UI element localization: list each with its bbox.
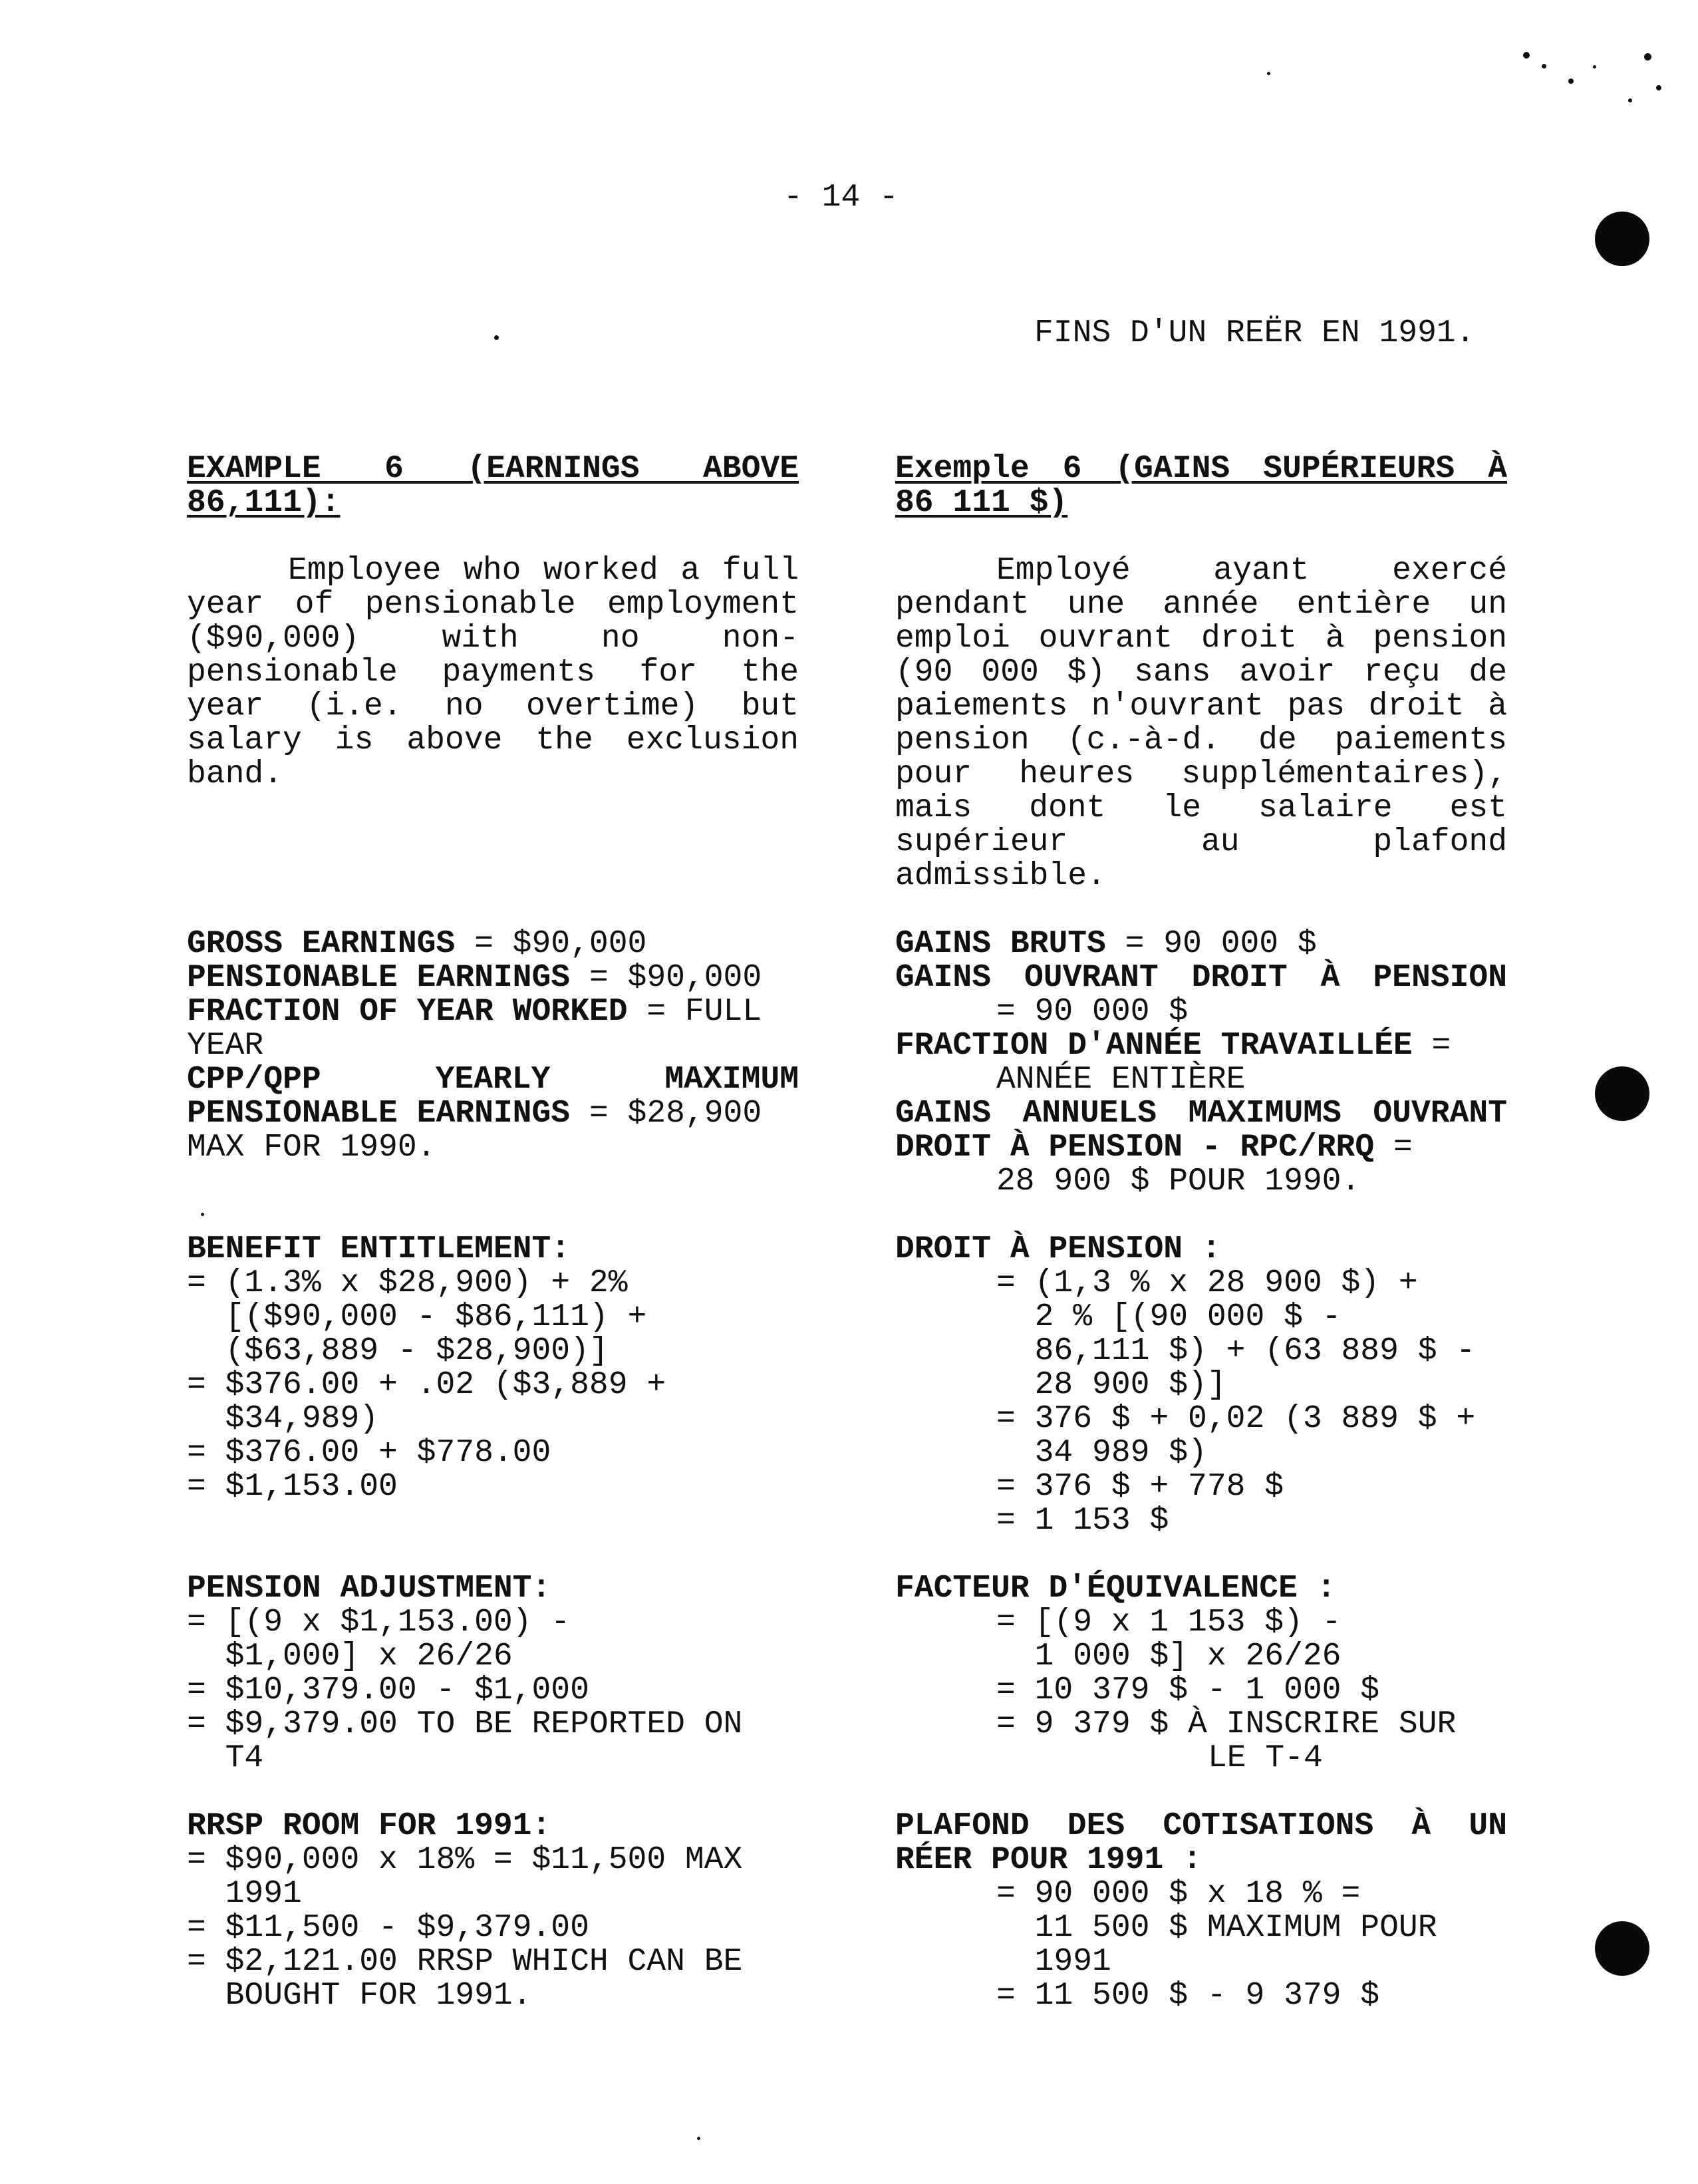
- benefit-heading: BENEFIT ENTITLEMENT:: [187, 1231, 571, 1267]
- rrsp-line: 11 500 $ MAXIMUM POUR: [996, 1910, 1437, 1946]
- gross-earnings: [187, 927, 799, 961]
- pa-line: = [(9 x $1,153.00) -: [187, 1605, 571, 1640]
- fraction-of-year-label: FRACTION OF YEAR WORKED: [187, 994, 628, 1030]
- intro-line: paiements n'ouvrant pas droit à: [895, 689, 1507, 724]
- pensionable-earnings-value: = $90,000: [570, 960, 762, 996]
- fraction-of-year: [187, 995, 799, 1029]
- pa-line: 1 000 $] x 26/26: [996, 1638, 1342, 1674]
- french-example-heading-cont: 86 111 $): [895, 485, 1068, 521]
- intro-line: ($90,000) with no non-: [187, 621, 799, 657]
- french-benefit-entitlement: [895, 1233, 1507, 1538]
- intro-line: pendant une année entière un: [895, 587, 1507, 623]
- scan-speck: [1656, 85, 1661, 90]
- benefit-line: ($63,889 - $28,900)]: [187, 1333, 609, 1369]
- intro-line: mais dont le salaire est: [895, 790, 1507, 826]
- rrsp-line: = $2,121.00 RRSP WHICH CAN BE: [187, 1944, 743, 1980]
- benefit-line: = (1.3% x $28,900) + 2%: [187, 1265, 628, 1301]
- cpp-maximum-label: GAINS ANNUELS MAXIMUMS OUVRANT: [895, 1096, 1507, 1132]
- pa-line: = 10 379 $ - 1 000 $: [996, 1672, 1380, 1708]
- rrsp-line: = 90 000 $ x 18 % =: [996, 1876, 1361, 1912]
- rrsp-line: BOUGHT FOR 1991.: [187, 1978, 532, 2014]
- gross-earnings-label: GAINS BRUTS: [895, 926, 1106, 962]
- intro-line: admissible.: [895, 858, 1106, 894]
- pensionable-earnings-label: GAINS OUVRANT DROIT À PENSION: [895, 960, 1507, 996]
- pa-line: = $9,379.00 TO BE REPORTED ON: [187, 1706, 743, 1742]
- english-rrsp-room: [187, 1809, 799, 2013]
- scan-speck: [1593, 65, 1596, 69]
- french-column: [895, 452, 1507, 2013]
- pa-line: $1,000] x 26/26: [187, 1638, 513, 1674]
- french-pension-adjustment: [895, 1572, 1507, 1776]
- benefit-line: $34,989): [187, 1401, 379, 1437]
- english-benefit-entitlement: [187, 1233, 799, 1504]
- english-pension-adjustment: [187, 1572, 799, 1776]
- fraction-of-year-label: FRACTION D'ANNÉE TRAVAILLÉE: [895, 1028, 1413, 1064]
- page-number: - 14 -: [783, 180, 899, 216]
- gross-earnings: [895, 927, 1507, 961]
- benefit-line: [($90,000 - $86,111) +: [187, 1299, 647, 1335]
- intro-line: supérieur au plafond: [895, 824, 1507, 860]
- rrsp-line: = 11 500 $ - 9 379 $: [996, 1978, 1380, 2014]
- english-intro: [187, 554, 799, 792]
- french-earnings-facts: [895, 927, 1507, 1199]
- cpp-maximum: [187, 1097, 799, 1131]
- pa-heading: PENSION ADJUSTMENT:: [187, 1571, 551, 1607]
- intro-line: emploi ouvrant droit à pension: [895, 621, 1507, 657]
- benefit-line: = 376 $ + 778 $: [996, 1469, 1284, 1505]
- gross-earnings-value: = 90 000 $: [1105, 926, 1317, 962]
- intro-line: year of pensionable employment: [187, 587, 799, 623]
- intro-line: pour heures supplémentaires),: [895, 756, 1507, 792]
- benefit-line: 2 % [(90 000 $ -: [996, 1299, 1342, 1335]
- fraction-of-year-value: =: [1412, 1028, 1451, 1064]
- pa-heading: FACTEUR D'ÉQUIVALENCE :: [895, 1571, 1336, 1607]
- cpp-maximum-value: =: [1374, 1130, 1413, 1166]
- rrsp-line: = $11,500 - $9,379.00: [187, 1910, 589, 1946]
- cpp-maximum-cont: 28 900 $ POUR 1990.: [996, 1164, 1361, 1199]
- benefit-line: = $376.00 + $778.00: [187, 1435, 551, 1471]
- intro-line: year (i.e. no overtime) but: [187, 689, 799, 724]
- scan-speck: [1523, 52, 1530, 59]
- benefit-line: 86,111 $) + (63 889 $ -: [996, 1333, 1476, 1369]
- benefit-line: = $376.00 + .02 ($3,889 +: [187, 1367, 666, 1403]
- scan-speck: [697, 2137, 700, 2140]
- gross-earnings-value: = $90,000: [455, 926, 647, 962]
- pensionable-earnings: [187, 961, 799, 995]
- benefit-line: = 376 $ + 0,02 (3 889 $ +: [996, 1401, 1476, 1437]
- rrsp-line: = $90,000 x 18% = $11,500 MAX: [187, 1842, 743, 1878]
- pensionable-earnings-value: = 90 000 $: [996, 994, 1189, 1030]
- benefit-line: = (1,3 % x 28 900 $) +: [996, 1265, 1418, 1301]
- scan-speck: [1568, 78, 1574, 84]
- punch-hole-middle: [1595, 1066, 1649, 1121]
- fraction-of-year-cont: YEAR: [187, 1028, 264, 1064]
- intro-line: pension (c.-à-d. de paiements: [895, 722, 1507, 758]
- rrsp-line: 1991: [996, 1944, 1111, 1980]
- cpp-maximum-value: = $28,900: [570, 1096, 762, 1132]
- intro-line: band.: [187, 756, 283, 792]
- cpp-maximum: [895, 1131, 1507, 1165]
- cpp-maximum-label-cont: PENSIONABLE EARNINGS: [187, 1096, 571, 1132]
- pa-line: = [(9 x 1 153 $) -: [996, 1605, 1342, 1640]
- french-intro: [895, 554, 1507, 893]
- english-earnings-facts: [187, 927, 799, 1165]
- intro-line: salary is above the exclusion: [187, 722, 799, 758]
- punch-hole-bottom: [1595, 1921, 1649, 1976]
- intro-line: pensionable payments for the: [187, 655, 799, 691]
- cpp-maximum-label: CPP/QPP YEARLY MAXIMUM: [187, 1062, 799, 1098]
- header-right: FINS D'UN REËR EN 1991.: [1034, 315, 1475, 351]
- english-column: [187, 452, 799, 2013]
- benefit-line: = 1 153 $: [996, 1503, 1169, 1539]
- scan-speck: [494, 335, 499, 340]
- pensionable-earnings-label: PENSIONABLE EARNINGS: [187, 960, 571, 996]
- cpp-maximum-label-cont: DROIT À PENSION - RPC/RRQ: [895, 1130, 1375, 1166]
- benefit-line: = $1,153.00: [187, 1469, 398, 1505]
- scan-speck: [1542, 64, 1546, 69]
- scan-speck: [1628, 98, 1632, 102]
- french-example-heading: Exemple 6 (GAINS SUPÉRIEURS À: [895, 451, 1507, 487]
- scan-speck: [1267, 72, 1270, 75]
- pa-line: = 9 379 $ À INSCRIRE SUR: [996, 1706, 1457, 1742]
- rrsp-heading: RRSP ROOM FOR 1991:: [187, 1808, 551, 1844]
- fraction-of-year-value: = FULL: [627, 994, 762, 1030]
- intro-line: (90 000 $) sans avoir reçu de: [895, 655, 1507, 691]
- fraction-of-year-cont: ANNÉE ENTIÈRE: [996, 1062, 1246, 1098]
- benefit-heading: DROIT À PENSION :: [895, 1231, 1221, 1267]
- french-rrsp-room: [895, 1809, 1507, 2013]
- rrsp-heading-cont: RÉER POUR 1991 :: [895, 1842, 1202, 1878]
- english-example-heading: EXAMPLE 6 (EARNINGS ABOVE: [187, 451, 799, 487]
- rrsp-line: 1991: [187, 1876, 302, 1912]
- pa-line: = $10,379.00 - $1,000: [187, 1672, 589, 1708]
- pa-line: LE T-4: [1208, 1740, 1323, 1776]
- benefit-line: 34 989 $): [996, 1435, 1207, 1471]
- pa-line: T4: [187, 1740, 264, 1776]
- english-example-heading-cont: 86,111):: [187, 485, 341, 521]
- punch-hole-top: [1595, 212, 1649, 266]
- gross-earnings-label: GROSS EARNINGS: [187, 926, 456, 962]
- scan-speck: [1644, 53, 1651, 61]
- benefit-line: 28 900 $)]: [996, 1367, 1226, 1403]
- cpp-maximum-cont: MAX FOR 1990.: [187, 1130, 436, 1166]
- rrsp-heading: PLAFOND DES COTISATIONS À UN: [895, 1808, 1507, 1844]
- fraction-of-year: [895, 1029, 1507, 1063]
- intro-line: Employé ayant exercé: [996, 553, 1507, 589]
- intro-line: Employee who worked a full: [288, 553, 799, 589]
